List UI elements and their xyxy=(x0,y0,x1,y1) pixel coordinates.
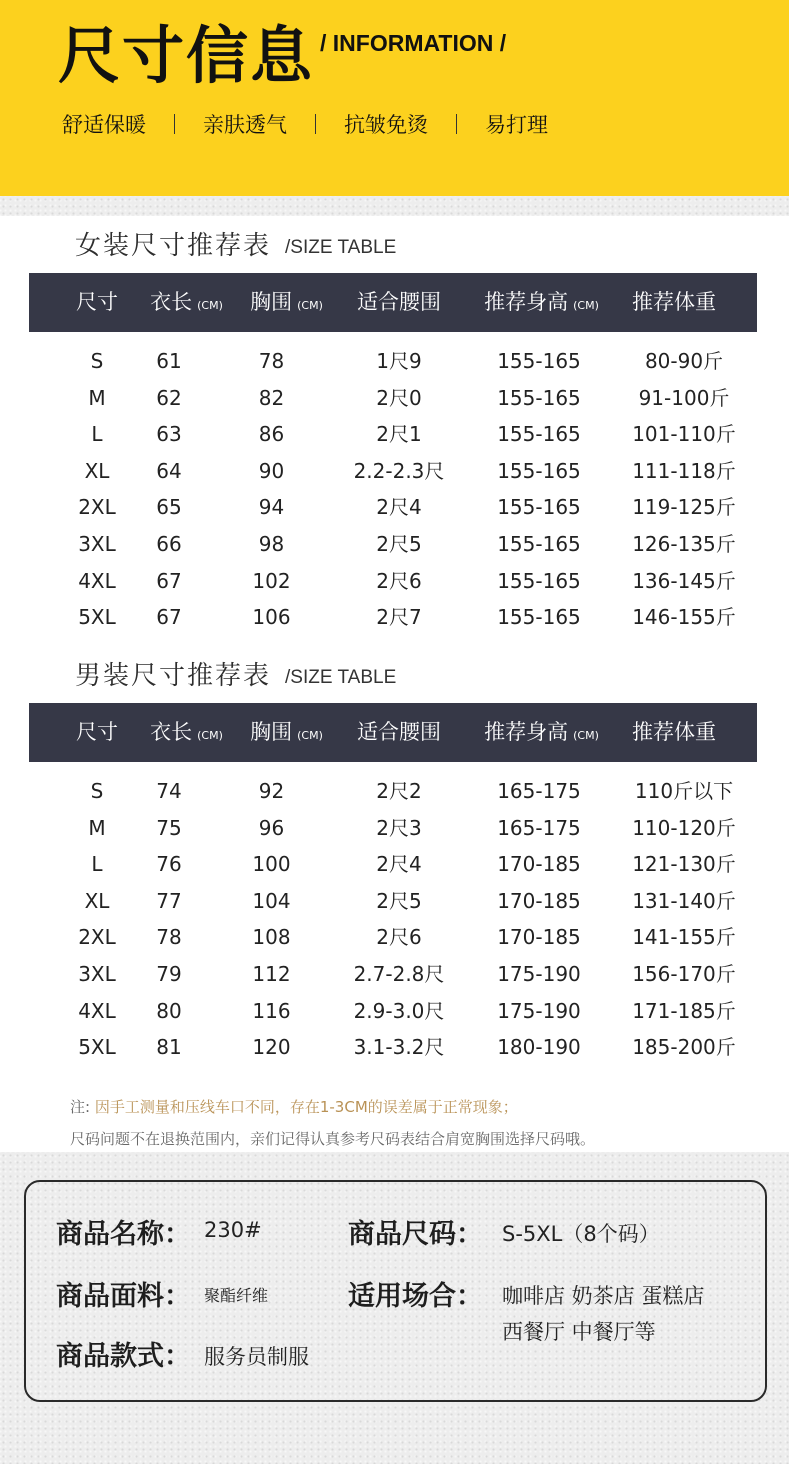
table-row xyxy=(29,883,757,919)
weight-cell: 110-120斤 xyxy=(632,815,736,840)
size-cell: XL xyxy=(84,458,110,483)
feature-item: 亲肤透气 xyxy=(203,113,287,137)
waist-cell: 2尺1 xyxy=(376,422,422,447)
chest-cell: 98 xyxy=(258,532,285,556)
height-cell: 165-175 xyxy=(497,815,581,840)
size-cell: 2XL xyxy=(78,925,116,950)
page-title: 尺寸信息 xyxy=(58,19,315,92)
waist-cell: 2.7-2.8尺 xyxy=(353,962,445,986)
product-usage-line-1: 咖啡店 奶茶店 蛋糕店 xyxy=(502,1284,705,1308)
length-cell: 65 xyxy=(156,495,182,520)
length-cell: 81 xyxy=(156,1035,182,1060)
table-row xyxy=(29,563,757,599)
height-cell: 155-165 xyxy=(497,385,581,410)
size-cell: 5XL xyxy=(78,605,116,630)
weight-cell: 141-155斤 xyxy=(632,925,736,950)
weight-cell: 126-135斤 xyxy=(632,532,736,556)
product-name-value: 230# xyxy=(204,1218,262,1242)
length-cell: 74 xyxy=(156,779,182,803)
height-cell: 175-190 xyxy=(497,998,581,1023)
women-table-title: 女装尺寸推荐表 xyxy=(75,231,272,261)
chest-cell: 94 xyxy=(258,495,285,520)
table-row xyxy=(29,380,757,416)
chest-cell: 90 xyxy=(258,458,285,483)
weight-cell: 136-145斤 xyxy=(632,568,736,593)
table-row xyxy=(29,993,757,1029)
chest-cell: 120 xyxy=(252,1035,291,1060)
product-usage-label: 适用场合： xyxy=(348,1281,483,1312)
height-cell: 155-165 xyxy=(497,495,581,520)
waist-cell: 2尺7 xyxy=(376,605,422,630)
chest-cell: 112 xyxy=(252,962,291,986)
women-table-header xyxy=(29,273,757,332)
note-line-2: 尺码问题不在退换范围内，亲们记得认真参考尺码表结合肩宽胸围选择尺码哦。 xyxy=(70,1130,596,1148)
waist-cell: 2尺5 xyxy=(376,532,422,556)
size-cell: 3XL xyxy=(78,532,116,556)
column-header-waist: 适合腰围 xyxy=(357,720,441,744)
feature-item: 易打理 xyxy=(485,113,548,137)
chest-cell: 82 xyxy=(258,385,285,410)
feature-divider xyxy=(174,114,175,134)
note-line-1 xyxy=(70,1096,518,1117)
size-cell: M xyxy=(88,385,106,410)
product-fabric-label: 商品面料： xyxy=(56,1281,191,1312)
waist-cell: 1尺9 xyxy=(376,349,422,373)
height-cell: 155-165 xyxy=(497,568,581,593)
column-header-chest: 胸围 (CM) xyxy=(250,720,323,744)
waist-cell: 2.2-2.3尺 xyxy=(353,458,445,483)
weight-cell: 185-200斤 xyxy=(632,1035,736,1060)
height-cell: 175-190 xyxy=(497,962,581,986)
table-row xyxy=(29,489,757,525)
column-header-height: 推荐身高 (CM) xyxy=(484,720,599,744)
column-header-size: 尺寸 xyxy=(76,290,118,314)
size-cell: 4XL xyxy=(78,568,116,593)
waist-cell: 2尺3 xyxy=(376,815,422,840)
table-row xyxy=(29,810,757,846)
table-row xyxy=(29,599,757,635)
height-cell: 155-165 xyxy=(497,458,581,483)
table-row xyxy=(29,956,757,992)
column-header-waist: 适合腰围 xyxy=(357,290,441,314)
size-cell: XL xyxy=(84,888,110,913)
height-cell: 155-165 xyxy=(497,532,581,556)
product-size-label: 商品尺码： xyxy=(348,1219,483,1250)
size-cell: S xyxy=(90,779,104,803)
table-row xyxy=(29,526,757,562)
chest-cell: 100 xyxy=(252,852,291,877)
feature-divider xyxy=(315,114,316,134)
weight-cell: 156-170斤 xyxy=(632,962,736,986)
product-fabric-value: 聚酯纤维 xyxy=(204,1286,269,1305)
chest-cell: 106 xyxy=(252,605,291,630)
height-cell: 155-165 xyxy=(497,349,581,373)
size-cell: M xyxy=(88,815,106,840)
length-cell: 67 xyxy=(156,605,182,630)
size-cell: 5XL xyxy=(78,1035,116,1060)
column-header-size: 尺寸 xyxy=(76,720,118,744)
chest-cell: 78 xyxy=(258,349,285,373)
size-cell: L xyxy=(91,422,103,447)
height-cell: 155-165 xyxy=(497,605,581,630)
table-row xyxy=(29,846,757,882)
note-label: 注: xyxy=(70,1098,91,1116)
size-cell: L xyxy=(91,852,103,877)
chest-cell: 104 xyxy=(252,888,291,913)
length-cell: 80 xyxy=(156,998,182,1023)
length-cell: 61 xyxy=(156,349,182,373)
column-header-weight: 推荐体重 xyxy=(632,290,716,314)
waist-cell: 3.1-3.2尺 xyxy=(353,1035,445,1060)
height-cell: 170-185 xyxy=(497,925,581,950)
table-row xyxy=(29,453,757,489)
height-cell: 170-185 xyxy=(497,852,581,877)
product-name-label: 商品名称： xyxy=(56,1219,191,1250)
length-cell: 62 xyxy=(156,385,182,410)
feature-divider xyxy=(456,114,457,134)
size-cell: 2XL xyxy=(78,495,116,520)
column-header-chest: 胸围 (CM) xyxy=(250,290,323,314)
weight-cell: 110斤以下 xyxy=(634,779,734,803)
waist-cell: 2尺6 xyxy=(376,568,422,593)
length-cell: 76 xyxy=(156,852,182,877)
weight-cell: 146-155斤 xyxy=(632,605,736,630)
women-table-subtitle: /SIZE TABLE xyxy=(285,237,397,258)
weight-cell: 80-90斤 xyxy=(644,349,724,373)
table-row xyxy=(29,773,757,809)
product-usage-line-2: 西餐厅 中餐厅等 xyxy=(502,1320,656,1344)
men-table-title: 男装尺寸推荐表 xyxy=(75,661,272,691)
waist-cell: 2尺6 xyxy=(376,925,422,950)
chest-cell: 86 xyxy=(258,422,285,447)
weight-cell: 131-140斤 xyxy=(632,888,736,913)
feature-list xyxy=(62,110,548,138)
length-cell: 78 xyxy=(156,925,182,950)
product-size-value: S-5XL（8个码） xyxy=(502,1222,660,1246)
size-cell: 4XL xyxy=(78,998,116,1023)
chest-cell: 96 xyxy=(258,815,285,840)
weight-cell: 119-125斤 xyxy=(632,495,736,520)
waist-cell: 2尺4 xyxy=(376,495,422,520)
chest-cell: 108 xyxy=(252,925,291,950)
product-info-box xyxy=(24,1180,767,1402)
texture-strip xyxy=(0,196,789,216)
size-cell: S xyxy=(90,349,104,373)
chest-cell: 92 xyxy=(258,779,285,803)
weight-cell: 111-118斤 xyxy=(632,458,736,483)
chest-cell: 102 xyxy=(252,568,291,593)
height-cell: 180-190 xyxy=(497,1035,581,1060)
weight-cell: 171-185斤 xyxy=(632,998,736,1023)
column-header-length: 衣长 (CM) xyxy=(150,290,223,314)
women-table-heading xyxy=(75,222,396,262)
weight-cell: 91-100斤 xyxy=(638,385,730,410)
waist-cell: 2尺2 xyxy=(376,779,422,803)
column-header-height: 推荐身高 (CM) xyxy=(484,290,599,314)
length-cell: 67 xyxy=(156,568,182,593)
header-banner xyxy=(0,0,789,196)
page-title-en: / INFORMATION / xyxy=(320,30,507,56)
note-text: 因手工测量和压线车口不同，存在1-3CM的误差属于正常现象； xyxy=(94,1098,518,1116)
weight-cell: 121-130斤 xyxy=(632,852,736,877)
length-cell: 75 xyxy=(156,815,182,840)
men-table-subtitle: /SIZE TABLE xyxy=(285,667,397,688)
chest-cell: 116 xyxy=(252,998,291,1023)
height-cell: 170-185 xyxy=(497,888,581,913)
length-cell: 66 xyxy=(156,532,182,556)
feature-item: 舒适保暖 xyxy=(62,113,146,137)
waist-cell: 2尺0 xyxy=(376,385,422,410)
column-header-weight: 推荐体重 xyxy=(632,720,716,744)
table-row xyxy=(29,919,757,955)
product-style-label: 商品款式： xyxy=(56,1341,191,1372)
table-row xyxy=(29,1029,757,1065)
length-cell: 79 xyxy=(156,962,182,986)
size-cell: 3XL xyxy=(78,962,116,986)
height-cell: 165-175 xyxy=(497,779,581,803)
table-row xyxy=(29,416,757,452)
length-cell: 77 xyxy=(156,888,182,913)
men-table-header xyxy=(29,703,757,762)
waist-cell: 2尺5 xyxy=(376,888,422,913)
feature-item: 抗皱免烫 xyxy=(344,113,428,137)
table-row xyxy=(29,343,757,379)
product-style-value: 服务员制服 xyxy=(204,1345,309,1369)
height-cell: 155-165 xyxy=(497,422,581,447)
length-cell: 64 xyxy=(156,458,182,483)
men-table-heading xyxy=(75,652,396,692)
weight-cell: 101-110斤 xyxy=(632,422,736,447)
waist-cell: 2尺4 xyxy=(376,852,422,877)
length-cell: 63 xyxy=(156,422,182,447)
waist-cell: 2.9-3.0尺 xyxy=(353,998,445,1023)
column-header-length: 衣长 (CM) xyxy=(150,720,223,744)
